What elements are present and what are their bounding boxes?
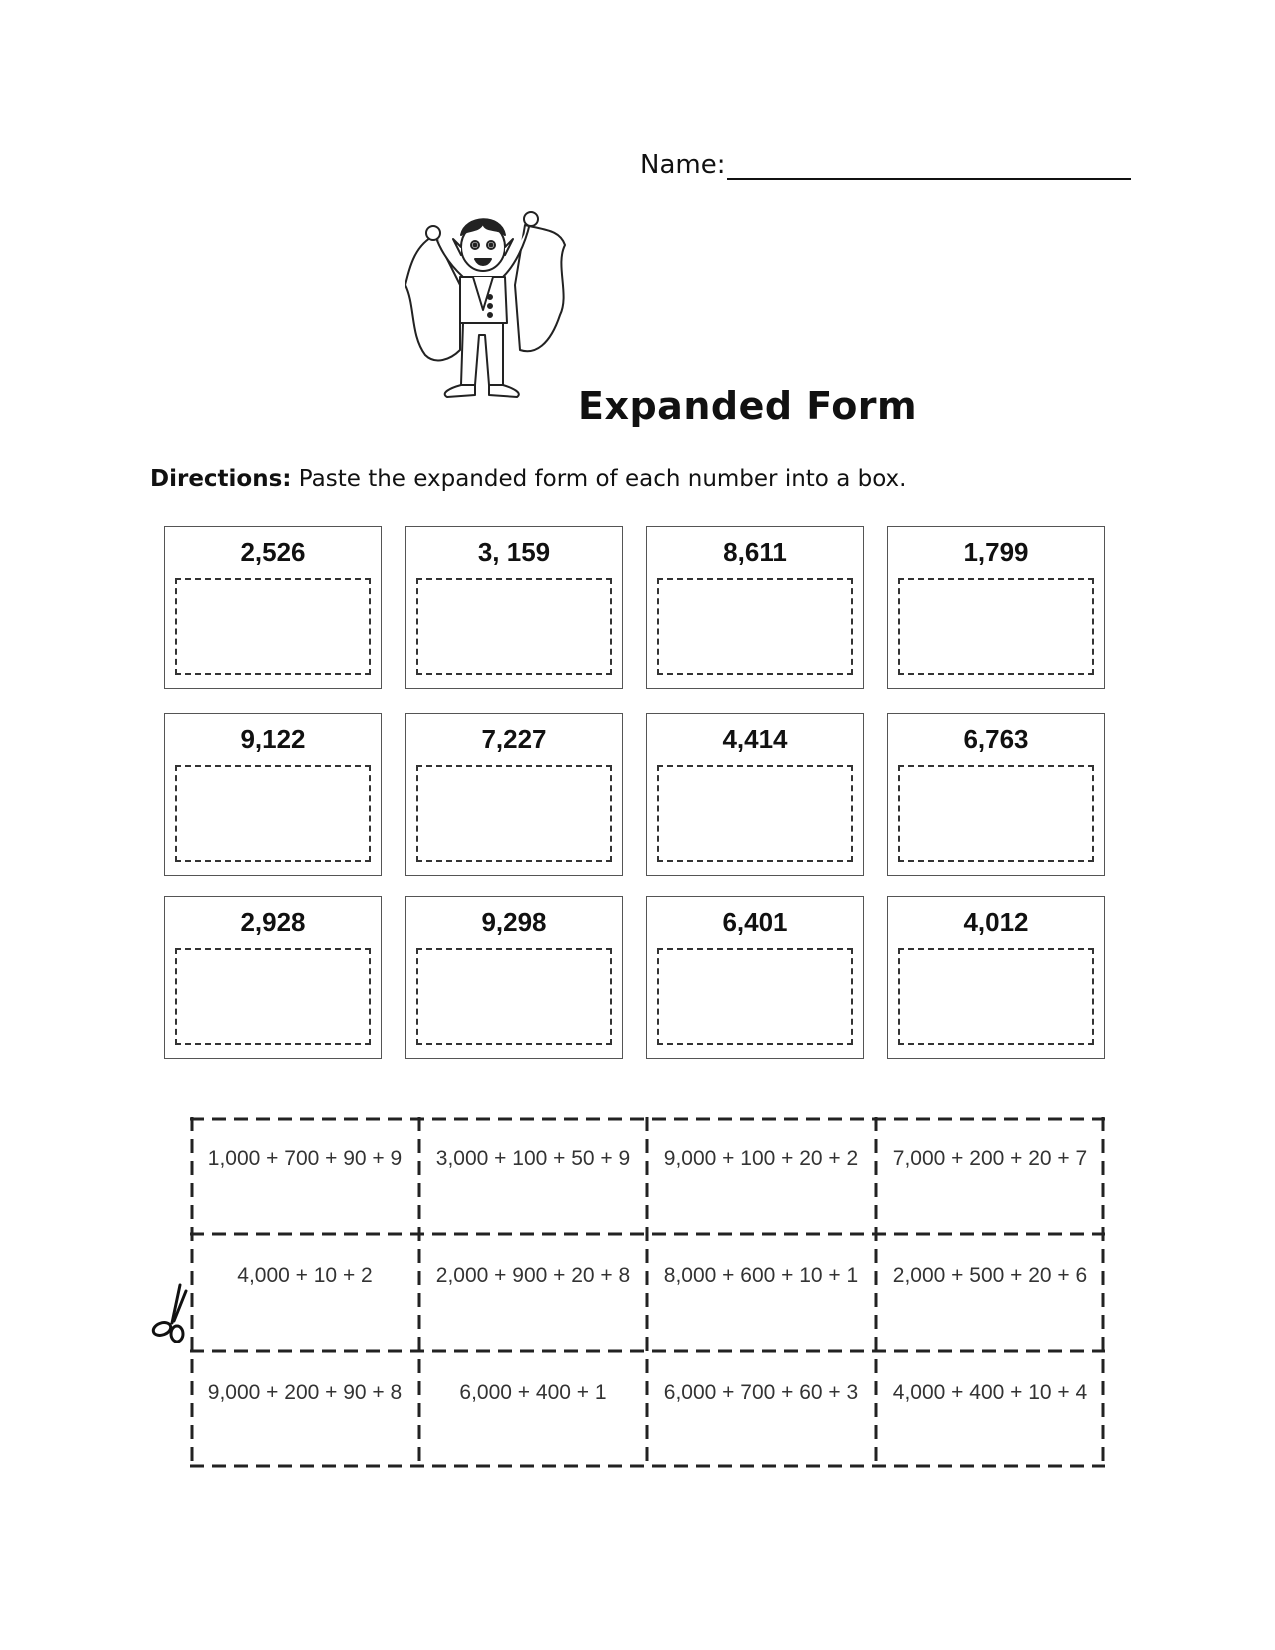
paste-area[interactable] [657, 765, 853, 862]
number-label: 6,401 [722, 907, 788, 937]
paste-area[interactable] [175, 765, 371, 862]
number-box [405, 713, 623, 876]
number-box [887, 713, 1105, 876]
cutout-grid [190, 1117, 1105, 1468]
paste-area[interactable] [898, 765, 1094, 862]
number-label: 6,763 [963, 724, 1029, 754]
number-label: 7,227 [481, 724, 547, 754]
number-box [887, 526, 1105, 689]
number-box [405, 896, 623, 1059]
number-box [887, 896, 1105, 1059]
number-box [646, 896, 864, 1059]
paste-area[interactable] [175, 948, 371, 1045]
page-title: Expanded Form [578, 384, 918, 428]
number-label: 3, 159 [477, 537, 551, 567]
name-field[interactable] [640, 150, 1131, 180]
number-box [164, 713, 382, 876]
paste-area[interactable] [898, 578, 1094, 675]
number-label: 2,526 [240, 537, 306, 567]
directions-text: Paste the expanded form of each number into a box. [291, 466, 907, 492]
directions [150, 466, 906, 492]
paste-area[interactable] [175, 578, 371, 675]
expanded-form-card[interactable]: 4,000 + 400 + 10 + 4 [892, 1381, 1088, 1404]
expanded-form-card[interactable]: 2,000 + 900 + 20 + 8 [435, 1264, 631, 1287]
number-label: 2,928 [240, 907, 306, 937]
expanded-form-card[interactable]: 6,000 + 400 + 1 [459, 1381, 607, 1404]
paste-area[interactable] [416, 578, 612, 675]
number-label: 4,012 [963, 907, 1029, 937]
expanded-form-card[interactable]: 1,000 + 700 + 90 + 9 [207, 1147, 403, 1170]
number-label: 4,414 [722, 724, 788, 754]
number-label: 9,122 [240, 724, 306, 754]
number-label: 9,298 [481, 907, 547, 937]
paste-area[interactable] [416, 948, 612, 1045]
scissors-icon [150, 1283, 194, 1343]
paste-area[interactable] [657, 578, 853, 675]
expanded-form-card[interactable]: 8,000 + 600 + 10 + 1 [663, 1264, 859, 1287]
paste-area[interactable] [657, 948, 853, 1045]
expanded-form-card[interactable]: 3,000 + 100 + 50 + 9 [435, 1147, 631, 1170]
number-label: 8,611 [723, 537, 787, 567]
expanded-form-card[interactable]: 7,000 + 200 + 20 + 7 [892, 1147, 1088, 1170]
paste-area[interactable] [898, 948, 1094, 1045]
name-label: Name: [640, 150, 726, 180]
vampire-illustration [405, 205, 590, 420]
expanded-form-card[interactable]: 2,000 + 500 + 20 + 6 [892, 1264, 1088, 1287]
expanded-form-card[interactable]: 9,000 + 200 + 90 + 8 [207, 1381, 403, 1404]
number-label: 1,799 [963, 537, 1029, 567]
number-box [405, 526, 623, 689]
number-box [646, 713, 864, 876]
number-box [164, 526, 382, 689]
expanded-form-card[interactable]: 6,000 + 700 + 60 + 3 [663, 1381, 859, 1404]
name-underline[interactable] [727, 150, 1131, 180]
number-box [646, 526, 864, 689]
directions-label: Directions: [150, 466, 292, 492]
expanded-form-card[interactable]: 9,000 + 100 + 20 + 2 [663, 1147, 859, 1170]
expanded-form-card[interactable]: 4,000 + 10 + 2 [237, 1264, 373, 1287]
number-box [164, 896, 382, 1059]
paste-area[interactable] [416, 765, 612, 862]
